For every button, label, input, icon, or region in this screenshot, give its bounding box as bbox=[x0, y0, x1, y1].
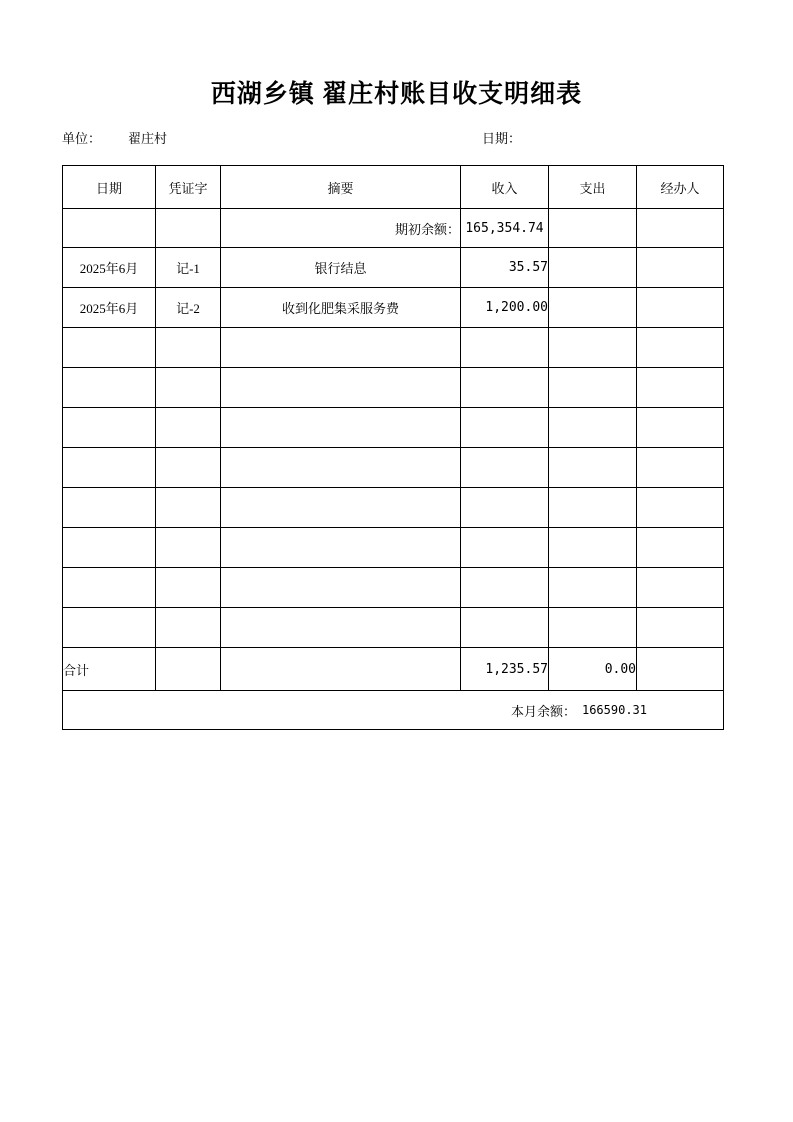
cell-expense bbox=[549, 288, 637, 328]
cell-income bbox=[461, 448, 549, 488]
cell-date bbox=[63, 608, 156, 648]
cell-expense bbox=[549, 368, 637, 408]
table-row bbox=[63, 528, 724, 568]
cell-expense bbox=[549, 328, 637, 368]
cell-handler bbox=[637, 248, 724, 288]
cell-expense bbox=[549, 448, 637, 488]
cell-handler bbox=[637, 608, 724, 648]
table-row bbox=[63, 408, 724, 448]
closing-balance-row bbox=[63, 691, 724, 730]
cell-voucher bbox=[156, 488, 221, 528]
opening-cell-blank-3 bbox=[549, 209, 637, 248]
header-row bbox=[63, 166, 724, 209]
unit-label: 单位： bbox=[62, 131, 102, 146]
cell-income bbox=[461, 488, 549, 528]
table-row bbox=[63, 328, 724, 368]
table-row bbox=[63, 248, 724, 288]
cell-expense bbox=[549, 408, 637, 448]
page-title: 西湖乡镇 翟庄村账目收支明细表 bbox=[210, 81, 583, 108]
total-cell-summary bbox=[221, 648, 461, 691]
cell-handler bbox=[637, 528, 724, 568]
closing-balance-value: 166590.31 bbox=[581, 703, 647, 717]
cell-handler bbox=[637, 368, 724, 408]
cell-voucher bbox=[156, 608, 221, 648]
table-body bbox=[63, 209, 724, 730]
opening-cell-blank-4 bbox=[637, 209, 724, 248]
cell-handler bbox=[637, 488, 724, 528]
total-cell-handler bbox=[637, 648, 724, 691]
cell-summary bbox=[221, 328, 461, 368]
cell-date bbox=[63, 408, 156, 448]
cell-summary: 银行结息 bbox=[221, 248, 461, 288]
cell-summary bbox=[221, 528, 461, 568]
cell-date bbox=[63, 368, 156, 408]
cell-date bbox=[63, 568, 156, 608]
cell-voucher bbox=[156, 568, 221, 608]
total-label: 合计 bbox=[63, 648, 156, 691]
cell-income bbox=[461, 408, 549, 448]
column-header-income: 收入 bbox=[461, 166, 549, 209]
column-header-summary: 摘要 bbox=[221, 166, 461, 209]
column-header-handler: 经办人 bbox=[637, 166, 724, 209]
cell-voucher: 记-1 bbox=[156, 248, 221, 288]
ledger-table bbox=[62, 165, 724, 730]
total-income: 1,235.57 bbox=[461, 648, 549, 691]
cell-summary bbox=[221, 608, 461, 648]
cell-summary bbox=[221, 488, 461, 528]
cell-summary bbox=[221, 368, 461, 408]
column-header-expense: 支出 bbox=[549, 166, 637, 209]
table-row bbox=[63, 488, 724, 528]
cell-voucher bbox=[156, 528, 221, 568]
cell-handler bbox=[637, 568, 724, 608]
meta-row bbox=[62, 128, 722, 148]
opening-balance-label: 期初余额： bbox=[221, 209, 461, 248]
cell-date: 2025年6月 bbox=[63, 248, 156, 288]
cell-handler bbox=[637, 408, 724, 448]
total-cell-voucher bbox=[156, 648, 221, 691]
cell-income bbox=[461, 568, 549, 608]
cell-date bbox=[63, 488, 156, 528]
closing-balance-label: 本月余额： bbox=[510, 703, 576, 719]
cell-date bbox=[63, 448, 156, 488]
cell-expense bbox=[549, 608, 637, 648]
cell-expense bbox=[549, 528, 637, 568]
date-label: 日期： bbox=[482, 131, 522, 146]
cell-summary bbox=[221, 568, 461, 608]
unit-value: 翟庄村 bbox=[128, 131, 168, 146]
table-row bbox=[63, 568, 724, 608]
table-header bbox=[63, 166, 724, 209]
cell-voucher bbox=[156, 448, 221, 488]
table-row bbox=[63, 368, 724, 408]
column-header-date: 日期 bbox=[63, 166, 156, 209]
cell-income bbox=[461, 368, 549, 408]
table-row bbox=[63, 288, 724, 328]
cell-income: 35.57 bbox=[461, 248, 549, 288]
cell-date bbox=[63, 328, 156, 368]
cell-summary: 收到化肥集采服务费 bbox=[221, 288, 461, 328]
total-row bbox=[63, 648, 724, 691]
cell-expense bbox=[549, 488, 637, 528]
cell-income bbox=[461, 528, 549, 568]
cell-voucher: 记-2 bbox=[156, 288, 221, 328]
cell-handler bbox=[637, 448, 724, 488]
total-expense: 0.00 bbox=[549, 648, 637, 691]
cell-handler bbox=[637, 328, 724, 368]
opening-cell-blank-1 bbox=[63, 209, 156, 248]
column-header-voucher: 凭证字 bbox=[156, 166, 221, 209]
cell-summary bbox=[221, 408, 461, 448]
cell-expense bbox=[549, 568, 637, 608]
cell-handler bbox=[637, 288, 724, 328]
cell-summary bbox=[221, 448, 461, 488]
table-row bbox=[63, 448, 724, 488]
cell-income bbox=[461, 608, 549, 648]
opening-balance-value: 165,354.74 bbox=[461, 209, 549, 248]
cell-date: 2025年6月 bbox=[63, 288, 156, 328]
cell-date bbox=[63, 528, 156, 568]
cell-expense bbox=[549, 248, 637, 288]
opening-balance-row bbox=[63, 209, 724, 248]
cell-voucher bbox=[156, 408, 221, 448]
cell-voucher bbox=[156, 368, 221, 408]
closing-balance-cell bbox=[63, 691, 724, 730]
opening-cell-blank-2 bbox=[156, 209, 221, 248]
cell-voucher bbox=[156, 328, 221, 368]
cell-income bbox=[461, 328, 549, 368]
cell-income: 1,200.00 bbox=[461, 288, 549, 328]
table-row bbox=[63, 608, 724, 648]
